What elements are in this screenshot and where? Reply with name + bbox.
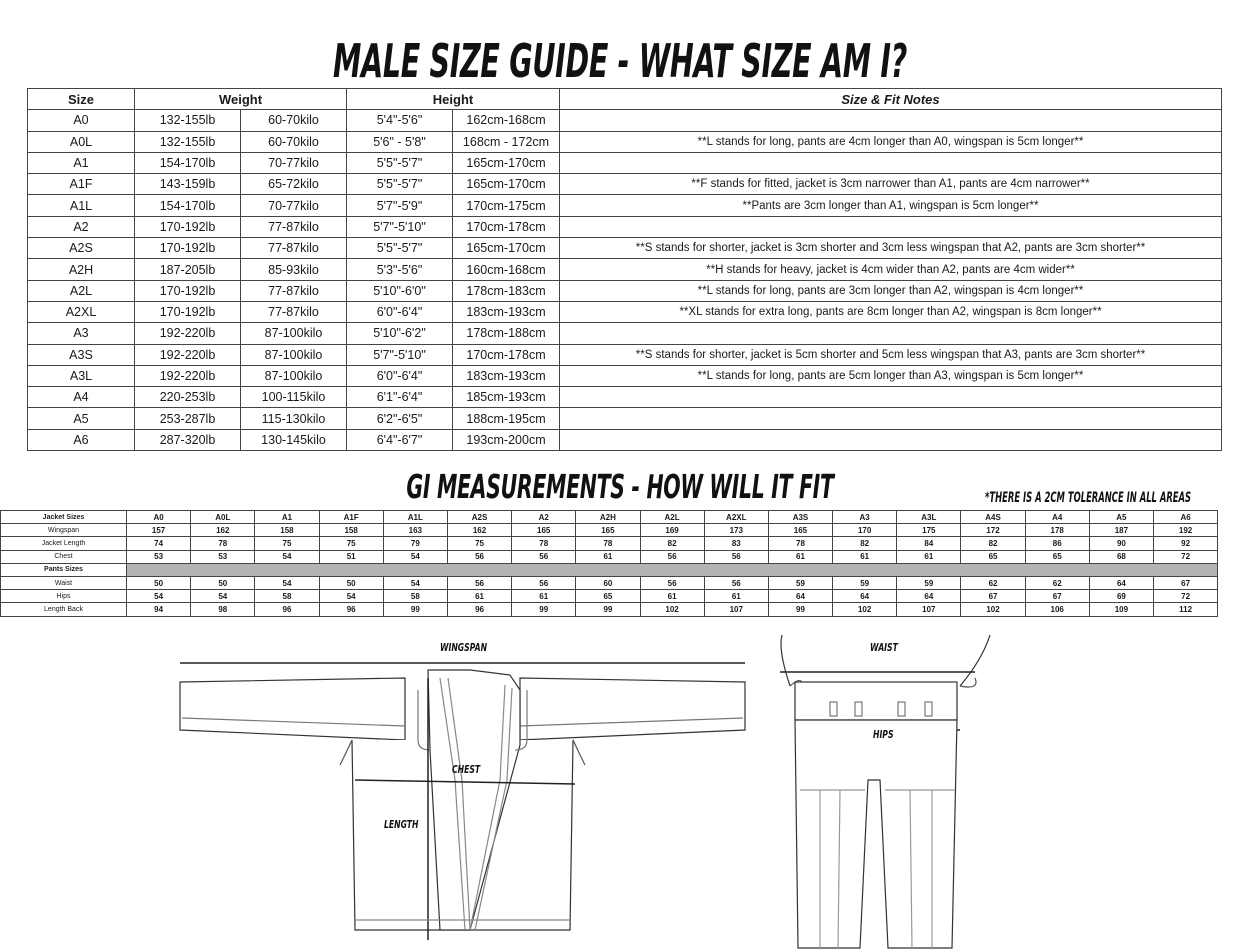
meas-value-cell: A2S <box>447 511 511 524</box>
meas-value-cell: 56 <box>512 550 576 563</box>
fit-note-cell: **Pants are 3cm longer than A1, wingspan is 5cm longer** <box>560 195 1222 216</box>
meas-value-cell: 96 <box>255 603 319 616</box>
height-ft-cell: 5'7"-5'10" <box>347 344 453 365</box>
weight-lb-cell: 192-220lb <box>135 344 241 365</box>
fit-note-cell <box>560 429 1222 450</box>
fit-note-cell: **F stands for fitted, jacket is 3cm narrower than A1, pants are 4cm narrower** <box>560 174 1222 195</box>
weight-lb-cell: 192-220lb <box>135 323 241 344</box>
height-ft-cell: 6'0"-6'4" <box>347 365 453 386</box>
meas-value-cell: 192 <box>1154 524 1218 537</box>
meas-value-cell: 158 <box>319 524 383 537</box>
meas-value-cell: 86 <box>1025 537 1089 550</box>
meas-value-cell: 59 <box>897 576 961 589</box>
meas-value-cell: 51 <box>319 550 383 563</box>
weight-kg-cell: 85-93kilo <box>241 259 347 280</box>
height-ft-cell: 5'7"-5'9" <box>347 195 453 216</box>
weight-lb-cell: 154-170lb <box>135 152 241 173</box>
meas-value-cell: 61 <box>576 550 640 563</box>
meas-value-cell: 54 <box>255 550 319 563</box>
meas-value-cell: 112 <box>1154 603 1218 616</box>
size-cell: A0L <box>28 131 135 152</box>
weight-lb-cell: 187-205lb <box>135 259 241 280</box>
meas-value-cell: 82 <box>833 537 897 550</box>
size-cell: A0 <box>28 110 135 131</box>
size-table-header-row <box>28 89 1222 110</box>
height-ft-cell: 5'6" - 5'8" <box>347 131 453 152</box>
fit-note-cell <box>560 323 1222 344</box>
size-cell: A1 <box>28 152 135 173</box>
meas-value-cell: 92 <box>1154 537 1218 550</box>
meas-value-cell: 56 <box>512 576 576 589</box>
weight-lb-cell: 170-192lb <box>135 238 241 259</box>
meas-row-label: Waist <box>1 576 127 589</box>
weight-kg-cell: 77-87kilo <box>241 216 347 237</box>
weight-lb-cell: 132-155lb <box>135 131 241 152</box>
weight-lb-cell: 170-192lb <box>135 280 241 301</box>
size-cell: A3 <box>28 323 135 344</box>
meas-value-cell: 68 <box>1089 550 1153 563</box>
weight-lb-cell: 143-159lb <box>135 174 241 195</box>
jacket-meas-row <box>1 550 1218 563</box>
meas-value-cell: 107 <box>704 603 768 616</box>
meas-row-label: Jacket Length <box>1 537 127 550</box>
meas-value-cell: 75 <box>255 537 319 550</box>
size-row <box>28 429 1222 450</box>
pants-legs <box>795 720 957 948</box>
meas-value-cell: 165 <box>512 524 576 537</box>
height-ft-cell: 6'0"-6'4" <box>347 301 453 322</box>
meas-value-cell: A3S <box>768 511 832 524</box>
size-cell: A5 <box>28 408 135 429</box>
height-ft-cell: 5'7"-5'10" <box>347 216 453 237</box>
size-cell: A2H <box>28 259 135 280</box>
meas-value-cell: A0 <box>127 511 191 524</box>
meas-value-cell: 170 <box>833 524 897 537</box>
meas-value-cell: 162 <box>447 524 511 537</box>
meas-value-cell: 54 <box>383 550 447 563</box>
meas-value-cell: 78 <box>768 537 832 550</box>
meas-value-cell: 64 <box>1089 576 1153 589</box>
height-cm-cell: 160cm-168cm <box>453 259 560 280</box>
height-cm-cell: 168cm - 172cm <box>453 131 560 152</box>
meas-value-cell: A4 <box>1025 511 1089 524</box>
weight-kg-cell: 60-70kilo <box>241 110 347 131</box>
size-row <box>28 259 1222 280</box>
meas-value-cell: 102 <box>640 603 704 616</box>
size-row <box>28 152 1222 173</box>
size-cell: A2S <box>28 238 135 259</box>
weight-lb-cell: 220-253lb <box>135 387 241 408</box>
fit-note-cell: **S stands for shorter, jacket is 5cm shorter and 5cm less wingspan that A3, pants are 3cm shorter** <box>560 344 1222 365</box>
wingspan-label: WINGSPAN <box>440 641 488 654</box>
meas-value-cell: 165 <box>768 524 832 537</box>
meas-value-cell: 84 <box>897 537 961 550</box>
jacket-illustration <box>180 663 745 940</box>
left-sleeve <box>180 678 405 740</box>
meas-value-cell: 64 <box>897 590 961 603</box>
size-row <box>28 280 1222 301</box>
meas-value-cell: 61 <box>897 550 961 563</box>
meas-value-cell: A2 <box>512 511 576 524</box>
jacket-meas-row <box>1 537 1218 550</box>
meas-value-cell: 99 <box>383 603 447 616</box>
meas-value-cell: 99 <box>768 603 832 616</box>
meas-value-cell: 78 <box>512 537 576 550</box>
weight-kg-cell: 70-77kilo <box>241 152 347 173</box>
fit-note-cell <box>560 408 1222 429</box>
meas-value-cell: 61 <box>768 550 832 563</box>
fit-note-cell: **L stands for long, pants are 5cm longer than A3, wingspan is 5cm longer** <box>560 365 1222 386</box>
meas-value-cell: 162 <box>191 524 255 537</box>
chest-label: CHEST <box>452 763 481 776</box>
meas-value-cell: 107 <box>897 603 961 616</box>
weight-kg-cell: 87-100kilo <box>241 365 347 386</box>
meas-value-cell: 157 <box>127 524 191 537</box>
meas-value-cell: 67 <box>1154 576 1218 589</box>
meas-value-cell: 72 <box>1154 550 1218 563</box>
meas-value-cell: A2XL <box>704 511 768 524</box>
pants-illustration <box>780 635 990 948</box>
jacket-meas-row <box>1 524 1218 537</box>
size-cell: A4 <box>28 387 135 408</box>
height-ft-cell: 6'4"-6'7" <box>347 429 453 450</box>
meas-value-cell: 62 <box>961 576 1025 589</box>
size-row <box>28 216 1222 237</box>
height-cm-cell: 178cm-183cm <box>453 280 560 301</box>
meas-value-cell: 172 <box>961 524 1025 537</box>
page-title: MALE SIZE GUIDE - WHAT SIZE AM I? <box>333 34 907 88</box>
meas-value-cell: 61 <box>512 590 576 603</box>
weight-lb-cell: 253-287lb <box>135 408 241 429</box>
meas-value-cell: 50 <box>319 576 383 589</box>
meas-value-cell: 61 <box>833 550 897 563</box>
meas-value-cell: 109 <box>1089 603 1153 616</box>
waistband <box>795 682 957 720</box>
weight-kg-cell: 87-100kilo <box>241 344 347 365</box>
size-row <box>28 301 1222 322</box>
meas-value-cell: 58 <box>383 590 447 603</box>
meas-value-cell: 69 <box>1089 590 1153 603</box>
meas-row-label: Length Back <box>1 603 127 616</box>
meas-value-cell: 75 <box>447 537 511 550</box>
size-row <box>28 323 1222 344</box>
meas-value-cell: 62 <box>1025 576 1089 589</box>
meas-value-cell: 165 <box>576 524 640 537</box>
size-cell: A3L <box>28 365 135 386</box>
size-cell: A6 <box>28 429 135 450</box>
meas-value-cell: 56 <box>704 576 768 589</box>
weight-kg-cell: 115-130kilo <box>241 408 347 429</box>
meas-value-cell: 56 <box>640 550 704 563</box>
gi-measurements-table <box>0 510 1218 617</box>
meas-value-cell: 96 <box>447 603 511 616</box>
meas-value-cell: 67 <box>961 590 1025 603</box>
meas-value-cell: 58 <box>255 590 319 603</box>
weight-lb-cell: 132-155lb <box>135 110 241 131</box>
meas-value-cell: 60 <box>576 576 640 589</box>
meas-value-cell: 56 <box>447 576 511 589</box>
meas-value-cell: 99 <box>512 603 576 616</box>
meas-row-label: Jacket Sizes <box>1 511 127 524</box>
length-label: LENGTH <box>384 818 419 831</box>
meas-value-cell: 56 <box>704 550 768 563</box>
meas-value-cell: 61 <box>704 590 768 603</box>
height-cm-cell: 183cm-193cm <box>453 365 560 386</box>
pants-section-row <box>1 563 1218 576</box>
height-cm-cell: 165cm-170cm <box>453 152 560 173</box>
weight-header: Weight <box>135 89 347 110</box>
meas-value-cell: 78 <box>191 537 255 550</box>
size-cell: A3S <box>28 344 135 365</box>
hips-label: HIPS <box>873 728 894 741</box>
meas-value-cell: A1F <box>319 511 383 524</box>
meas-value-cell: 56 <box>447 550 511 563</box>
meas-value-cell: 74 <box>127 537 191 550</box>
meas-value-cell: 173 <box>704 524 768 537</box>
fit-note-cell <box>560 152 1222 173</box>
fit-note-cell: **S stands for shorter, jacket is 3cm shorter and 3cm less wingspan that A2, pants are 3cm shorter** <box>560 238 1222 259</box>
meas-value-cell: 78 <box>576 537 640 550</box>
size-guide-table <box>27 88 1222 451</box>
weight-kg-cell: 77-87kilo <box>241 280 347 301</box>
height-ft-cell: 5'5"-5'7" <box>347 238 453 259</box>
meas-row-label: Hips <box>1 590 127 603</box>
weight-lb-cell: 170-192lb <box>135 216 241 237</box>
pants-meas-row <box>1 590 1218 603</box>
weight-kg-cell: 100-115kilo <box>241 387 347 408</box>
meas-value-cell: 75 <box>319 537 383 550</box>
size-row <box>28 344 1222 365</box>
meas-value-cell: 54 <box>383 576 447 589</box>
meas-value-cell: 175 <box>897 524 961 537</box>
weight-lb-cell: 192-220lb <box>135 365 241 386</box>
height-ft-cell: 5'5"-5'7" <box>347 174 453 195</box>
meas-value-cell: 65 <box>576 590 640 603</box>
meas-value-cell: 106 <box>1025 603 1089 616</box>
fit-note-cell <box>560 387 1222 408</box>
fit-note-cell <box>560 110 1222 131</box>
size-row <box>28 174 1222 195</box>
size-row <box>28 408 1222 429</box>
meas-value-cell: 99 <box>576 603 640 616</box>
meas-value-cell: 65 <box>1025 550 1089 563</box>
pants-section-bar <box>127 563 1218 576</box>
meas-value-cell: A1L <box>383 511 447 524</box>
height-cm-cell: 165cm-170cm <box>453 174 560 195</box>
right-sleeve <box>520 678 745 740</box>
height-ft-cell: 5'10"-6'0" <box>347 280 453 301</box>
meas-value-cell: 54 <box>255 576 319 589</box>
meas-value-cell: 56 <box>640 576 704 589</box>
meas-value-cell: 54 <box>319 590 383 603</box>
pants-meas-row <box>1 603 1218 616</box>
size-row <box>28 195 1222 216</box>
fit-note-cell: **L stands for long, pants are 3cm longer than A2, wingspan is 4cm longer** <box>560 280 1222 301</box>
height-ft-cell: 5'3"-5'6" <box>347 259 453 280</box>
weight-kg-cell: 87-100kilo <box>241 323 347 344</box>
height-ft-cell: 5'10"-6'2" <box>347 323 453 344</box>
meas-value-cell: A0L <box>191 511 255 524</box>
size-cell: A2XL <box>28 301 135 322</box>
size-cell: A2L <box>28 280 135 301</box>
height-ft-cell: 6'1"-6'4" <box>347 387 453 408</box>
tolerance-note: *THERE IS A 2CM TOLERANCE IN ALL AREAS <box>985 490 1192 506</box>
height-ft-cell: 6'2"-6'5" <box>347 408 453 429</box>
height-cm-cell: 178cm-188cm <box>453 323 560 344</box>
height-ft-cell: 5'5"-5'7" <box>347 152 453 173</box>
height-cm-cell: 162cm-168cm <box>453 110 560 131</box>
meas-value-cell: 72 <box>1154 590 1218 603</box>
height-header: Height <box>347 89 560 110</box>
gi-measurements-title: GI MEASUREMENTS - HOW WILL IT FIT <box>406 467 834 506</box>
meas-value-cell: 64 <box>768 590 832 603</box>
height-cm-cell: 183cm-193cm <box>453 301 560 322</box>
meas-value-cell: A2L <box>640 511 704 524</box>
meas-value-cell: 96 <box>319 603 383 616</box>
notes-header: Size & Fit Notes <box>560 89 1222 110</box>
pants-section-label: Pants Sizes <box>1 563 127 576</box>
meas-value-cell: A6 <box>1154 511 1218 524</box>
height-cm-cell: 170cm-178cm <box>453 344 560 365</box>
size-row <box>28 238 1222 259</box>
weight-kg-cell: 77-87kilo <box>241 301 347 322</box>
meas-value-cell: A5 <box>1089 511 1153 524</box>
meas-value-cell: 158 <box>255 524 319 537</box>
weight-lb-cell: 287-320lb <box>135 429 241 450</box>
meas-value-cell: 59 <box>833 576 897 589</box>
height-cm-cell: 185cm-193cm <box>453 387 560 408</box>
size-row <box>28 387 1222 408</box>
meas-value-cell: 178 <box>1025 524 1089 537</box>
meas-value-cell: 61 <box>640 590 704 603</box>
waist-label: WAIST <box>870 641 898 654</box>
fit-note-cell: **L stands for long, pants are 4cm longer than A0, wingspan is 5cm longer** <box>560 131 1222 152</box>
weight-kg-cell: 77-87kilo <box>241 238 347 259</box>
meas-value-cell: A1 <box>255 511 319 524</box>
gi-diagram <box>0 630 1240 950</box>
height-cm-cell: 170cm-178cm <box>453 216 560 237</box>
meas-value-cell: A2H <box>576 511 640 524</box>
meas-value-cell: 102 <box>833 603 897 616</box>
meas-value-cell: 54 <box>191 590 255 603</box>
meas-value-cell: 82 <box>961 537 1025 550</box>
pants-meas-row <box>1 576 1218 589</box>
meas-value-cell: 82 <box>640 537 704 550</box>
meas-value-cell: 163 <box>383 524 447 537</box>
meas-value-cell: 59 <box>768 576 832 589</box>
meas-value-cell: 102 <box>961 603 1025 616</box>
height-cm-cell: 188cm-195cm <box>453 408 560 429</box>
height-ft-cell: 5'4"-5'6" <box>347 110 453 131</box>
weight-kg-cell: 130-145kilo <box>241 429 347 450</box>
meas-value-cell: 79 <box>383 537 447 550</box>
meas-value-cell: 187 <box>1089 524 1153 537</box>
size-header: Size <box>28 89 135 110</box>
meas-row-label: Chest <box>1 550 127 563</box>
height-cm-cell: 165cm-170cm <box>453 238 560 259</box>
height-cm-cell: 193cm-200cm <box>453 429 560 450</box>
meas-value-cell: 65 <box>961 550 1025 563</box>
meas-value-cell: 53 <box>127 550 191 563</box>
size-row <box>28 131 1222 152</box>
meas-header-row <box>1 511 1218 524</box>
meas-value-cell: 50 <box>127 576 191 589</box>
weight-kg-cell: 65-72kilo <box>241 174 347 195</box>
fit-note-cell: **H stands for heavy, jacket is 4cm wider than A2, pants are 4cm wider** <box>560 259 1222 280</box>
size-cell: A1L <box>28 195 135 216</box>
meas-value-cell: 50 <box>191 576 255 589</box>
meas-value-cell: 83 <box>704 537 768 550</box>
meas-value-cell: 61 <box>447 590 511 603</box>
meas-value-cell: A3 <box>833 511 897 524</box>
meas-value-cell: 98 <box>191 603 255 616</box>
meas-value-cell: 67 <box>1025 590 1089 603</box>
size-cell: A1F <box>28 174 135 195</box>
size-row <box>28 365 1222 386</box>
fit-note-cell: **XL stands for extra long, pants are 8cm longer than A2, wingspan is 8cm longer** <box>560 301 1222 322</box>
weight-lb-cell: 170-192lb <box>135 301 241 322</box>
meas-value-cell: A3L <box>897 511 961 524</box>
weight-lb-cell: 154-170lb <box>135 195 241 216</box>
drawstring-left <box>781 635 790 686</box>
meas-value-cell: 90 <box>1089 537 1153 550</box>
weight-kg-cell: 60-70kilo <box>241 131 347 152</box>
meas-value-cell: 54 <box>127 590 191 603</box>
meas-value-cell: 94 <box>127 603 191 616</box>
meas-value-cell: A4S <box>961 511 1025 524</box>
fit-note-cell <box>560 216 1222 237</box>
meas-value-cell: 64 <box>833 590 897 603</box>
size-cell: A2 <box>28 216 135 237</box>
meas-value-cell: 169 <box>640 524 704 537</box>
height-cm-cell: 170cm-175cm <box>453 195 560 216</box>
meas-row-label: Wingspan <box>1 524 127 537</box>
weight-kg-cell: 70-77kilo <box>241 195 347 216</box>
size-row <box>28 110 1222 131</box>
meas-value-cell: 53 <box>191 550 255 563</box>
